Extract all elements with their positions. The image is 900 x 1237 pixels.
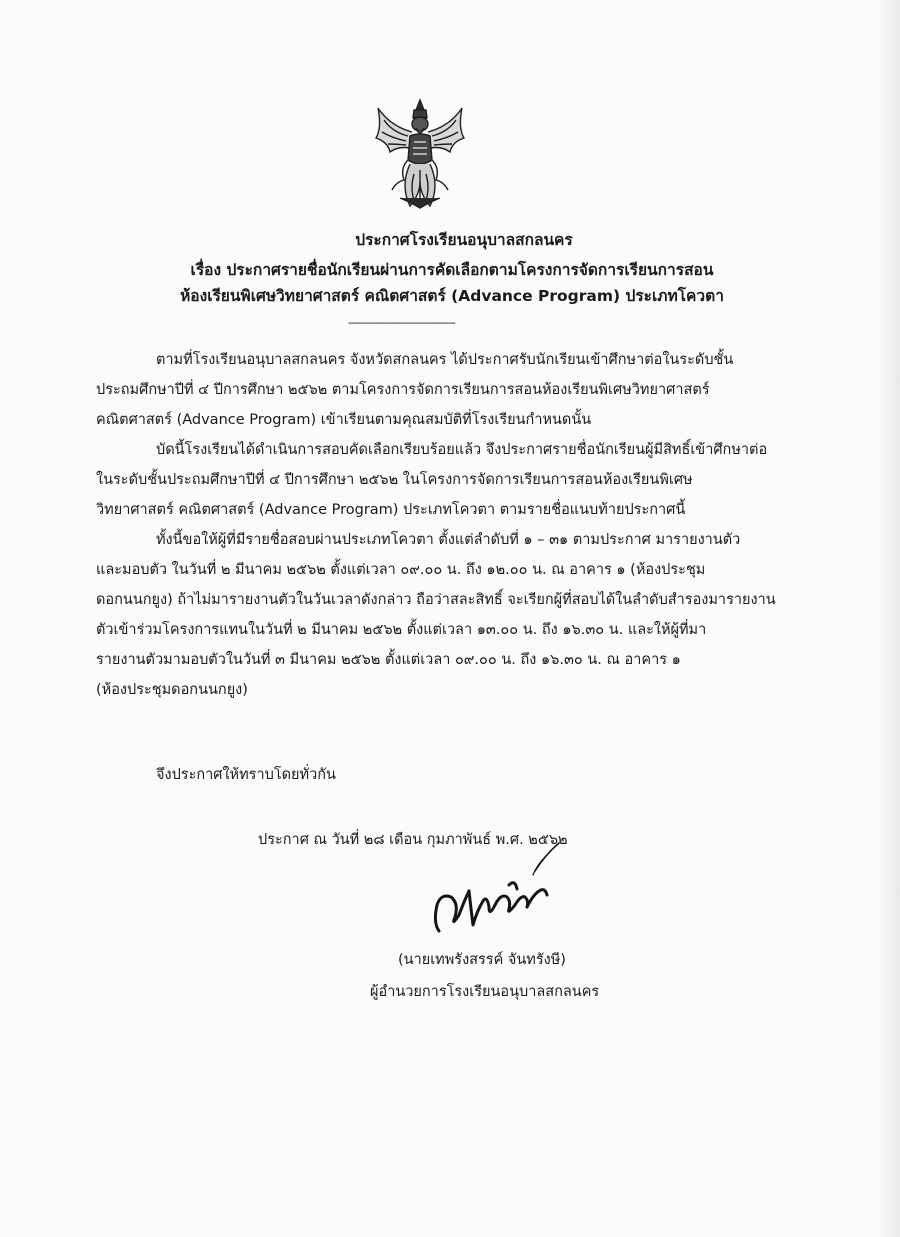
announcement-title: ประกาศโรงเรียนอนุบาลสกลนคร (355, 231, 573, 249)
signer-name: (นายเทพรังสรรค์ จันทรังษี) (398, 952, 566, 968)
paragraph-3-line: ทั้งนี้ขอให้ผู้ที่มีรายชื่อสอบผ่านประเภทโควตา ตั้งแต่ลำดับที่ ๑ – ๓๑ ตามประกาศ มารายงานตัว (156, 532, 741, 548)
garuda-emblem-icon (370, 98, 470, 210)
paragraph-3-line: ดอกนนกยูง) ถ้าไม่มารายงานตัวในวันเวลาดังกล่าว ถือว่าสละสิทธิ์ จะเรียกผู้ที่สอบได้ในลำดับสำรองมารายงาน (96, 592, 776, 608)
announcement-subject-line-2: ห้องเรียนพิเศษวิทยาศาสตร์ คณิตศาสตร์ (Advance Program) ประเภทโควตา (180, 287, 724, 305)
page-edge-shadow (878, 0, 900, 1237)
handwritten-signature (425, 835, 585, 945)
announcement-date: ประกาศ ณ วันที่ ๒๘ เดือน กุมภาพันธ์ พ.ศ. ๒๕๖๒ (258, 832, 568, 848)
paragraph-2-line: บัดนี้โรงเรียนได้ดำเนินการสอบคัดเลือกเรียบร้อยแล้ว จึงประกาศรายชื่อนักเรียนผู้มีสิทธิ์เข้าศึกษาต่อ (156, 442, 768, 458)
title-divider: ------------------------------------ (348, 316, 455, 329)
paragraph-1-line: ประถมศึกษาปีที่ ๔ ปีการศึกษา ๒๕๖๒ ตามโครงการจัดการเรียนการสอนห้องเรียนพิเศษวิทยาศาสตร์ (96, 382, 710, 398)
paragraph-2-line: ในระดับชั้นประถมศึกษาปีที่ ๔ ปีการศึกษา ๒๕๖๒ ในโครงการจัดการเรียนการสอนห้องเรียนพิเศษ (96, 472, 693, 488)
announcement-subject-line-1: เรื่อง ประกาศรายชื่อนักเรียนผ่านการคัดเลือกตามโครงการจัดการเรียนการสอน (190, 261, 714, 279)
closing-statement: จึงประกาศให้ทราบโดยทั่วกัน (156, 767, 336, 783)
paragraph-2-line: วิทยาศาสตร์ คณิตศาสตร์ (Advance Program) ประเภทโควตา ตามรายชื่อแนบท้ายประกาศนี้ (96, 502, 686, 518)
paragraph-3-line: ตัวเข้าร่วมโครงการแทนในวันที่ ๒ มีนาคม ๒๕๖๒ ตั้งแต่เวลา ๑๓.๐๐ น. ถึง ๑๖.๓๐ น. และให้ผู้ที่มา (96, 622, 707, 638)
paragraph-1-line: ตามที่โรงเรียนอนุบาลสกลนคร จังหวัดสกลนคร ได้ประกาศรับนักเรียนเข้าศึกษาต่อในระดับชั้น (156, 352, 734, 368)
paragraph-3-line: และมอบตัว ในวันที่ ๒ มีนาคม ๒๕๖๒ ตั้งแต่เวลา ๐๙.๐๐ น. ถึง ๑๒.๐๐ น. ณ อาคาร ๑ (ห้องประชุม (96, 562, 706, 578)
signer-title: ผู้อำนวยการโรงเรียนอนุบาลสกลนคร (370, 984, 600, 1000)
paragraph-3-line: (ห้องประชุมดอกนนกยูง) (96, 682, 248, 698)
paragraph-3-line: รายงานตัวมามอบตัวในวันที่ ๓ มีนาคม ๒๕๖๒ ตั้งแต่เวลา ๐๙.๐๐ น. ถึง ๑๖.๓๐ น. ณ อาคาร ๑ (96, 652, 681, 668)
paragraph-1-line: คณิตศาสตร์ (Advance Program) เข้าเรียนตามคุณสมบัติที่โรงเรียนกำหนดนั้น (96, 412, 592, 428)
